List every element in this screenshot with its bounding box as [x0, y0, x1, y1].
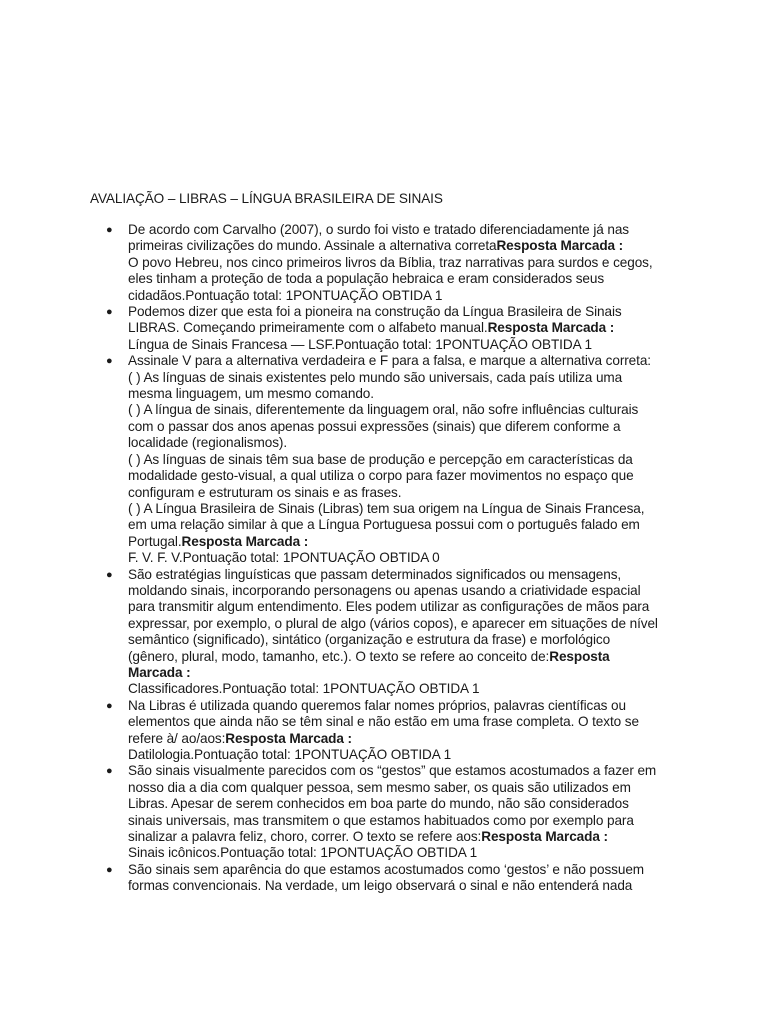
statement: ( ) A Língua Brasileira de Sinais (Libras) tem sua origem na Língua de Sinais Francesa, em uma relação similar à que a Língua Portuguesa possui com o português falado em Portugal. [128, 500, 645, 549]
question-text: De acordo com Carvalho (2007), o surdo foi visto e tratado diferenciadamente já nas primeiras civilizações do mundo. Assinale a alternativa correta [128, 222, 629, 254]
answer-label: Resposta Marcada : [181, 533, 309, 549]
document-title: AVALIAÇÃO – LIBRAS – LÍNGUA BRASILEIRA DE SINAIS [90, 191, 443, 206]
bullet-icon: ● [106, 355, 113, 368]
answer-text: Datilologia.Pontuação total: 1PONTUAÇÃO OBTIDA 1 [128, 747, 452, 762]
answer-text: F. V. F. V.Pontuação total: 1PONTUAÇÃO OBTIDA 0 [128, 550, 440, 566]
answer-text: Língua de Sinais Francesa — LSF.Pontuação total: 1PONTUAÇÃO OBTIDA 1 [128, 336, 592, 352]
question-text: Assinale V para a alternativa verdadeira e F para a falsa, e marque a alternativa correta: [128, 353, 651, 369]
question-item-4 [0, 567, 658, 698]
answer-label: Resposta Marcada : [487, 320, 615, 336]
bullet-icon: ● [106, 568, 113, 581]
question-item-2 [0, 304, 658, 353]
answer-text: Sinais icônicos.Pontuação total: 1PONTUAÇÃO OBTIDA 1 [128, 845, 478, 861]
bullet-icon: ● [106, 224, 113, 236]
question-item-5 [0, 698, 658, 764]
question-list [0, 222, 768, 895]
statement: ( ) A língua de sinais, diferentemente da linguagem oral, não sofre influências culturais com o passar dos anos apenas possui expressões (sinais) que diferem conforme a localidade (regionalismos). [128, 402, 639, 451]
answer-label: Resposta Marcada : [496, 238, 624, 254]
question-text: São sinais sem aparência do que estamos acostumados como ‘gestos’ e não possuem formas convencionais. Na verdade, um leigo observará o sinal e não entenderá nada [128, 861, 645, 894]
bullet-icon: ● [106, 765, 113, 778]
answer-label: Resposta Marcada : [225, 730, 352, 746]
question-item-1 [0, 222, 658, 304]
statement: ( ) As línguas de sinais têm sua base de produção e percepção em características da modalidade gesto-visual, a qual utiliza o corpo para fazer movimentos no espaço que configuram e estruturam os sinais e as frases. [128, 451, 634, 500]
answer-label: Resposta Marcada : [481, 829, 608, 845]
answer-label: Resposta Marcada : [128, 648, 610, 680]
bullet-icon: ● [106, 699, 113, 712]
question-item-7 [0, 862, 658, 895]
question-text: Podemos dizer que esta foi a pioneira na construção da Língua Brasileira de Sinais LIBRAS. Começando primeiramente com o alfabeto manual. [128, 304, 622, 336]
bullet-icon: ● [106, 306, 113, 319]
question-text: São sinais visualmente parecidos com os “gestos” que estamos acostumados a fazer em nosso dia a dia com qualquer pessoa, sem mesmo saber, os quais são utilizados em Libras. Apesar de serem conhecidos em boa parte do mundo, não são considerados sinais universais, mas transmitem o que estamos habituados como por exemplo para sinalizar a palavra feliz, choro, correr. O texto se refere aos: [128, 763, 657, 845]
answer-text: Classificadores.Pontuação total: 1PONTUAÇÃO OBTIDA 1 [128, 681, 480, 697]
question-item-6 [0, 763, 658, 861]
question-text: São estratégias linguísticas que passam determinados significados ou mensagens, moldando sinais, incorporando personagens ou apenas usando a criatividade espacial para transmitir algum entendimento. Eles podem utilizar as configurações de mãos para expressar, por exemplo, o plural de algo (vários copos), e aparecer em situações de nível semântico (significado), sintático (organização e estrutura da frase) e morfológico (gênero, plural, modo, tamanho, etc.). O texto se refere ao conceito de: [128, 566, 658, 664]
question-text: Na Libras é utilizada quando queremos falar nomes próprios, palavras científicas ou elementos que ainda não se têm sinal e não estão em uma frase completa. O texto se refere à/ ao/aos: [128, 697, 639, 746]
statement: ( ) As línguas de sinais existentes pelo mundo são universais, cada país utiliza uma mesma linguagem, um mesmo comando. [128, 369, 623, 402]
bullet-icon: ● [106, 863, 113, 876]
question-item-3 [0, 353, 658, 566]
answer-text: O povo Hebreu, nos cinco primeiros livros da Bíblia, traz narrativas para surdos e cegos, eles tinham a proteção de toda a população hebraica e eram considerados seus cidadãos.Pontuação total: 1PONTUAÇÃO OBTIDA 1 [128, 254, 653, 303]
